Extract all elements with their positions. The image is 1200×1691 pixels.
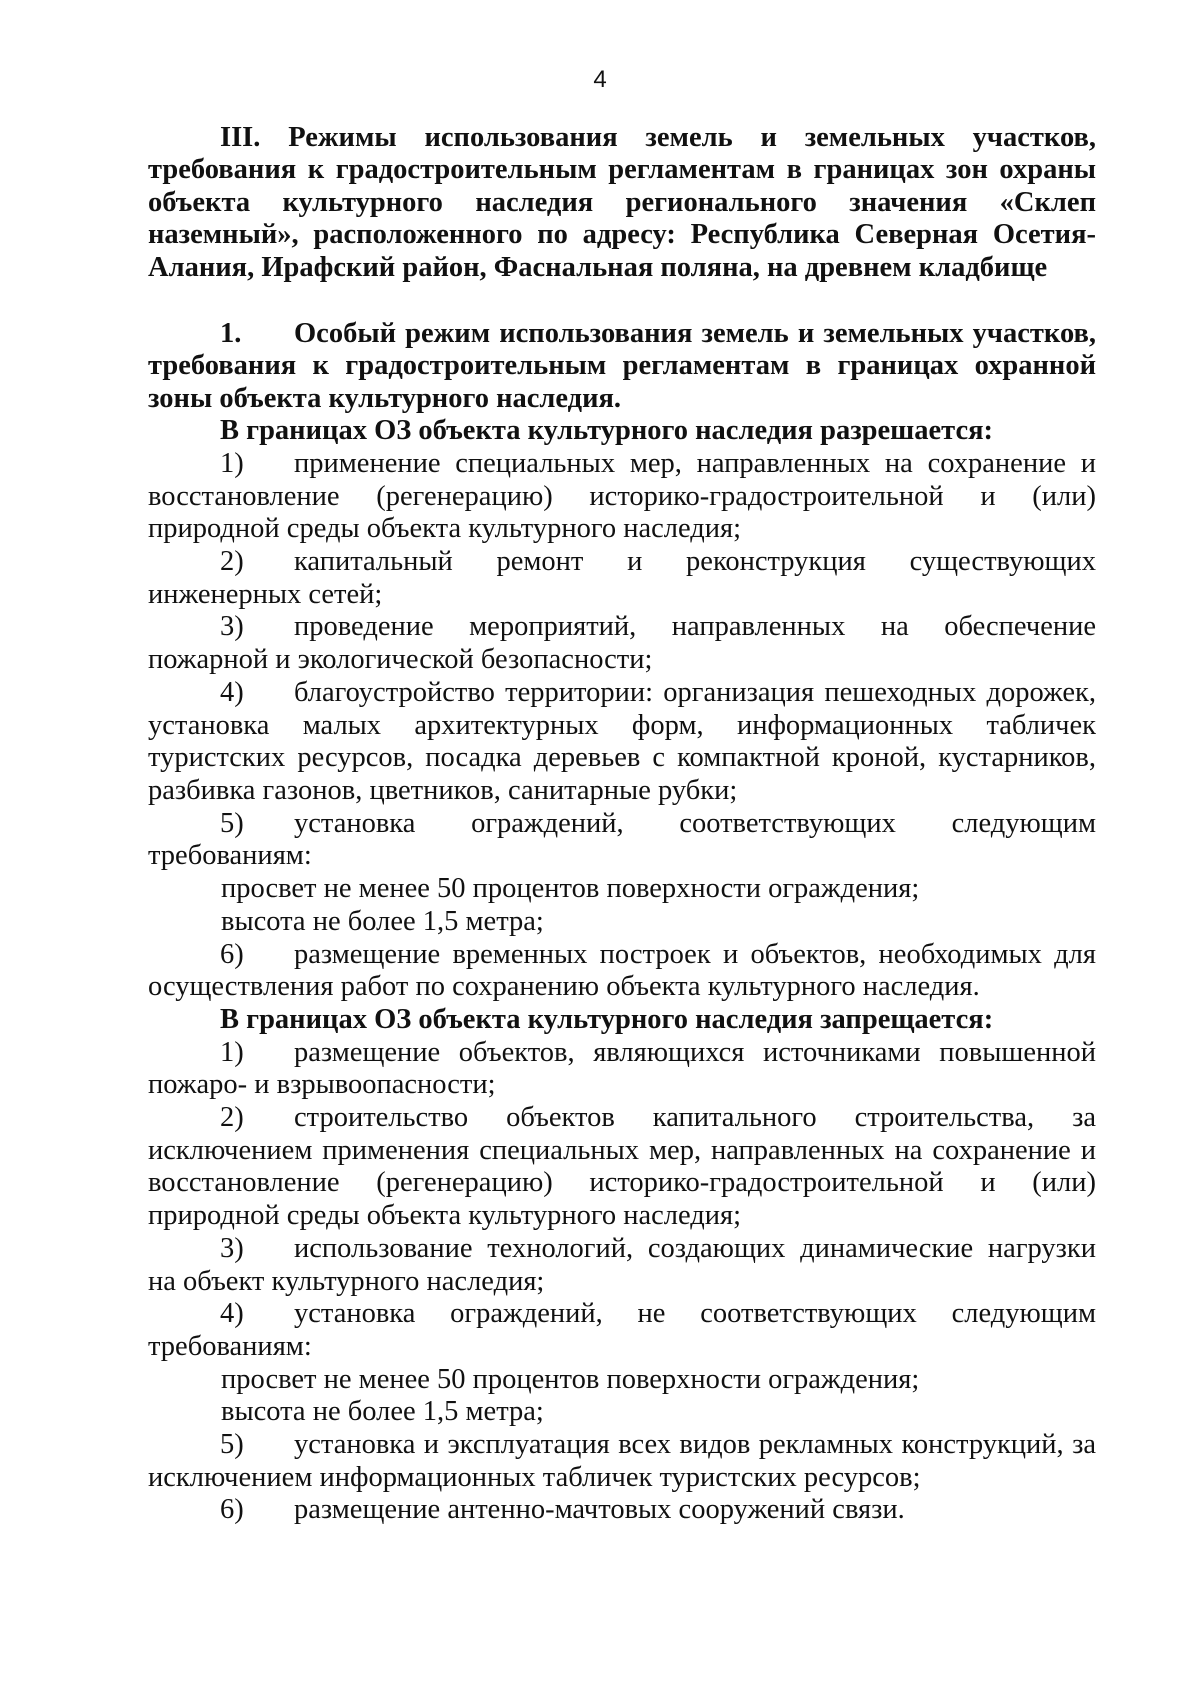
section-title: III. Режимы использования земель и земельных участков, требования к градостроительным регламентам в границах зон охраны объекта культурного наследия регионального значения «Склеп наземный», расположенного по адресу: Республика Северная Осетия-Алания, Ирафский район, Фаснальная поляна, на древнем кладбище: [148, 122, 1096, 283]
allowed-fence-requirement-1: просвет не менее 50 процентов поверхности ограждения;: [221, 873, 920, 905]
allowed-item-3-text: проведение мероприятий, направленных на обеспечение пожарной и экологической безопасности;: [148, 611, 1096, 676]
forbidden-fence-requirement-1: просвет не менее 50 процентов поверхности ограждения;: [221, 1363, 920, 1395]
forbidden-item-2: [148, 1102, 1096, 1233]
allowed-item-1: [148, 448, 1096, 546]
forbidden-item-5-number: 5): [220, 1429, 244, 1461]
forbidden-item-2-number: 2): [220, 1102, 244, 1134]
forbidden-item-4-text: установка ограждений, не соответствующих следующим требованиям:: [148, 1298, 1096, 1362]
allowed-item-4-number: 4): [220, 676, 244, 708]
forbidden-item-6-number: 6): [220, 1494, 244, 1526]
allowed-label: В границах ОЗ объекта культурного наследия разрешается:: [220, 415, 994, 447]
section-1-number: 1.: [220, 318, 242, 350]
allowed-item-1-text: применение специальных мер, направленных на сохранение и восстановление (регенерацию) историко-градостроительной и (или) природной среды объекта культурного наследия;: [148, 447, 1096, 545]
allowed-item-6-text: размещение временных построек и объектов, необходимых для осуществления работ по сохранению объекта культурного наследия.: [148, 938, 1096, 1003]
allowed-fence-requirement-2: высота не более 1,5 метра;: [221, 905, 544, 937]
allowed-item-4: [148, 677, 1096, 808]
forbidden-item-3-text: использование технологий, создающих динамические нагрузки на объект культурного наследия;: [148, 1232, 1096, 1297]
page-number: 4: [593, 66, 607, 93]
forbidden-item-6: [148, 1494, 1096, 1527]
allowed-item-5-text: установка ограждений, соответствующих следующим требованиям:: [148, 807, 1096, 872]
forbidden-item-1-number: 1): [220, 1036, 244, 1068]
forbidden-item-4-number: 4): [220, 1298, 244, 1330]
allowed-item-3-number: 3): [220, 611, 244, 643]
section-1-heading-text: Особый режим использования земель и земельных участков, требования к градостроительным регламентам в границах охранной зоны объекта культурного наследия.: [148, 318, 1096, 414]
allowed-item-5-number: 5): [220, 807, 244, 839]
forbidden-item-6-text: размещение антенно-мачтовых сооружений связи.: [294, 1494, 905, 1526]
allowed-item-6-number: 6): [220, 938, 244, 970]
forbidden-item-3: [148, 1233, 1096, 1298]
forbidden-item-3-number: 3): [220, 1232, 244, 1264]
forbidden-item-2-text: строительство объектов капитального строительства, за исключением применения специальных мер, направленных на сохранение и восстановление (регенерацию) историко-градостроительной и (или) природной среды объекта культурного наследия;: [148, 1102, 1096, 1232]
allowed-item-1-number: 1): [220, 447, 244, 479]
forbidden-label: В границах ОЗ объекта культурного наследия запрещается:: [220, 1003, 994, 1035]
allowed-item-2-text: капитальный ремонт и реконструкция существующих инженерных сетей;: [148, 546, 1096, 610]
allowed-item-2-number: 2): [220, 546, 244, 578]
forbidden-item-5-text: установка и эксплуатация всех видов рекламных конструкций, за исключением информационных табличек туристских ресурсов;: [148, 1429, 1096, 1493]
forbidden-item-1: [148, 1037, 1096, 1102]
forbidden-fence-requirement-2: высота не более 1,5 метра;: [221, 1396, 544, 1428]
forbidden-item-4: [148, 1298, 1096, 1363]
allowed-item-3: [148, 611, 1096, 676]
allowed-item-2: [148, 546, 1096, 611]
document-body: [148, 122, 1096, 1527]
section-1-heading: [148, 318, 1096, 415]
allowed-item-6: [148, 939, 1096, 1004]
allowed-item-4-text: благоустройство территории: организация пешеходных дорожек, установка малых архитектурных форм, информационных табличек туристских ресурсов, посадка деревьев с компактной кроной, кустарников, разбивка газонов, цветников, санитарные рубки;: [148, 676, 1096, 806]
allowed-item-5: [148, 808, 1096, 873]
forbidden-item-5: [148, 1429, 1096, 1494]
forbidden-item-1-text: размещение объектов, являющихся источниками повышенной пожаро- и взрывоопасности;: [148, 1036, 1096, 1101]
